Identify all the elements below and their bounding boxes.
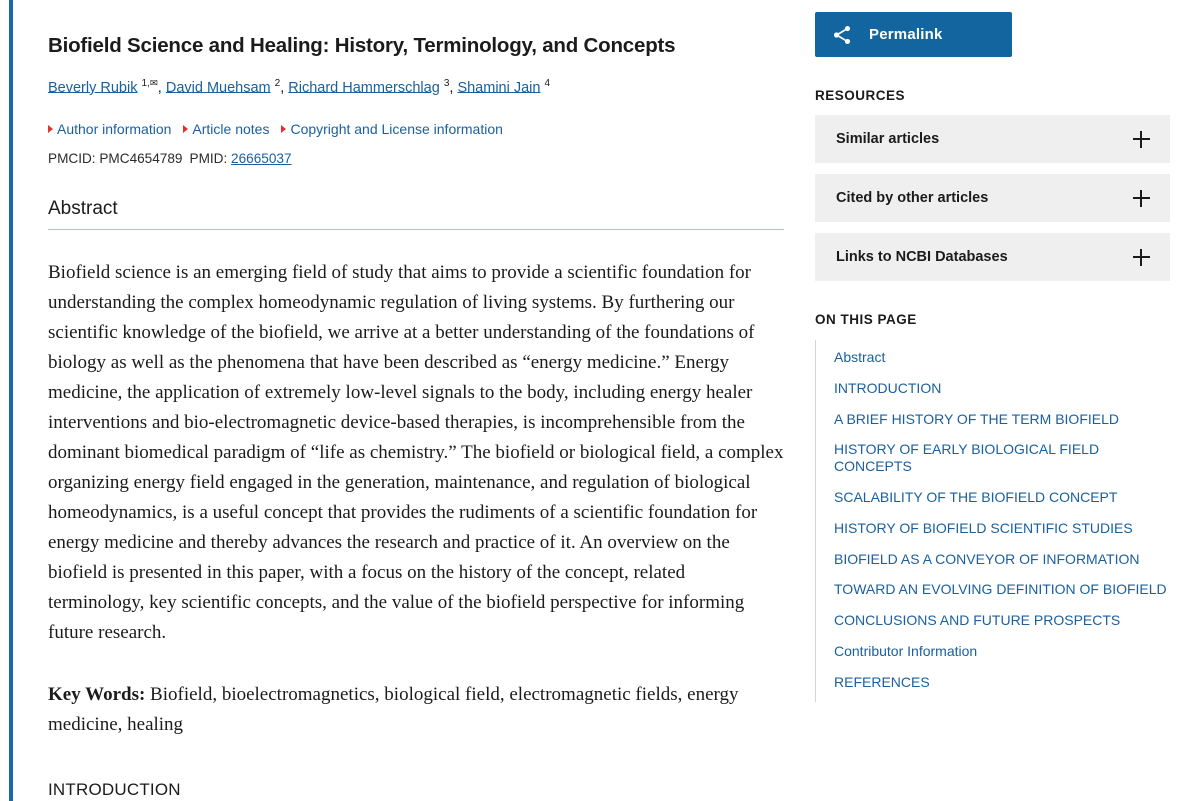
plus-icon[interactable] — [1133, 131, 1150, 148]
pmcid-value: PMC4654789 — [99, 150, 183, 166]
toc-item-evolving-definition[interactable]: TOWARD AN EVOLVING DEFINITION OF BIOFIELD — [834, 581, 1167, 598]
author-link-3[interactable]: Richard Hammerschlag — [288, 79, 440, 96]
author-link-1[interactable]: Beverly Rubik — [48, 79, 138, 96]
accordion-item-links-to-ncbi-databases[interactable] — [815, 233, 1170, 281]
article-meta-links — [48, 120, 784, 140]
share-icon — [815, 24, 869, 46]
keywords-block — [48, 680, 784, 740]
toc-item-scalability[interactable]: SCALABILITY OF THE BIOFIELD CONCEPT — [834, 488, 1118, 505]
copyright-license-toggle[interactable]: Copyright and License information — [281, 120, 502, 140]
toc-item-references[interactable]: REFERENCES — [834, 673, 930, 690]
author-information-toggle[interactable]: Author information — [48, 120, 171, 140]
abstract-heading: Abstract — [48, 198, 784, 230]
toc-item-conveyor-of-information[interactable]: BIOFIELD AS A CONVEYOR OF INFORMATION — [834, 550, 1140, 567]
author-affiliation-3: 3 — [443, 77, 450, 89]
table-of-contents — [815, 340, 1170, 702]
introduction-heading: INTRODUCTION — [48, 780, 181, 800]
plus-icon[interactable] — [1133, 190, 1150, 207]
accordion-label: Similar articles — [836, 131, 940, 147]
toc-item-contributor-information[interactable]: Contributor Information — [834, 642, 978, 659]
envelope-icon: ✉ — [149, 77, 158, 89]
accordion-item-similar-articles[interactable] — [815, 115, 1170, 163]
author-affiliation-2: 2 — [274, 77, 281, 89]
article-notes-toggle[interactable]: Article notes — [183, 120, 269, 140]
article-column — [48, 0, 784, 801]
page-title: Biofield Science and Healing: History, Terminology, and Concepts — [48, 34, 676, 57]
keywords-label: Key Words: — [48, 684, 146, 706]
left-accent-rail — [9, 0, 13, 801]
triangle-right-icon — [183, 125, 188, 133]
accordion-item-cited-by-other-articles[interactable] — [815, 174, 1170, 222]
toc-item-introduction[interactable]: INTRODUCTION — [834, 379, 942, 396]
accordion-label: Links to NCBI Databases — [836, 249, 1008, 265]
pmid-label: PMID: — [189, 150, 228, 166]
permalink-button[interactable] — [815, 12, 1012, 57]
permalink-label: Permalink — [869, 26, 943, 43]
abstract-text: Biofield science is an emerging field of study that aims to provide a scientific foundation for understanding the complex homeodynamic regulation of living systems. By furthering our scientific knowledge of the biofield, we arrive at a better understanding of the foundations of biology as well as the phenomena that have been described as “energy medicine.” Energy medicine, the application of extremely low-level signals to the body, including energy healer interventions and bio-electromagnetic device-based therapies, is incomprehensible from the dominant biomedical paradigm of “life as chemistry.” The biofield or biological field, a complex organizing energy field engaged in the generation, maintenance, and regulation of biological homeodynamics, is a useful concept that provides the rudiments of a scientific foundation for energy medicine and thereby advances the research and practice of it. An overview on the biofield is presented in this paper, with a focus on the history of the concept, related terminology, key scientific concepts, and the value of the biofield perspective for informing future research. — [48, 261, 784, 643]
article-identifiers — [48, 151, 784, 166]
accordion-label: Cited by other articles — [836, 190, 989, 206]
on-this-page-title: ON THIS PAGE — [815, 312, 917, 327]
author-affiliation-1: 1,✉ — [141, 77, 158, 89]
plus-icon[interactable] — [1133, 249, 1150, 266]
triangle-right-icon — [48, 125, 53, 133]
author-affiliation-4: 4 — [544, 77, 551, 89]
toc-item-conclusions[interactable]: CONCLUSIONS AND FUTURE PROSPECTS — [834, 612, 1121, 629]
toc-item-early-concepts[interactable]: HISTORY OF EARLY BIOLOGICAL FIELD CONCEPTS — [834, 441, 1100, 475]
toc-item-brief-history[interactable]: A BRIEF HISTORY OF THE TERM BIOFIELD — [834, 410, 1119, 427]
pmid-link[interactable]: 26665037 — [231, 150, 292, 166]
keywords-values: Biofield, bioelectromagnetics, biological field, electromagnetic fields, energy medicine, healing — [48, 684, 739, 736]
author-link-2[interactable]: David Muehsam — [165, 79, 271, 96]
author-link-4[interactable]: Shamini Jain — [457, 79, 541, 96]
toc-item-scientific-studies[interactable]: HISTORY OF BIOFIELD SCIENTIFIC STUDIES — [834, 519, 1133, 536]
author-list: Beverly Rubik $^{1,✉}$, David Muehsam $^2$, Richard Hammerschlag $^3$, Shamini Jain $^4$ — [48, 77, 551, 96]
resources-accordion — [815, 115, 1170, 281]
triangle-right-icon — [281, 125, 286, 133]
pmcid-label: PMCID: — [48, 150, 96, 166]
sidebar — [815, 0, 1170, 702]
resources-title: RESOURCES — [815, 88, 906, 103]
toc-item-abstract[interactable]: Abstract — [834, 349, 886, 365]
